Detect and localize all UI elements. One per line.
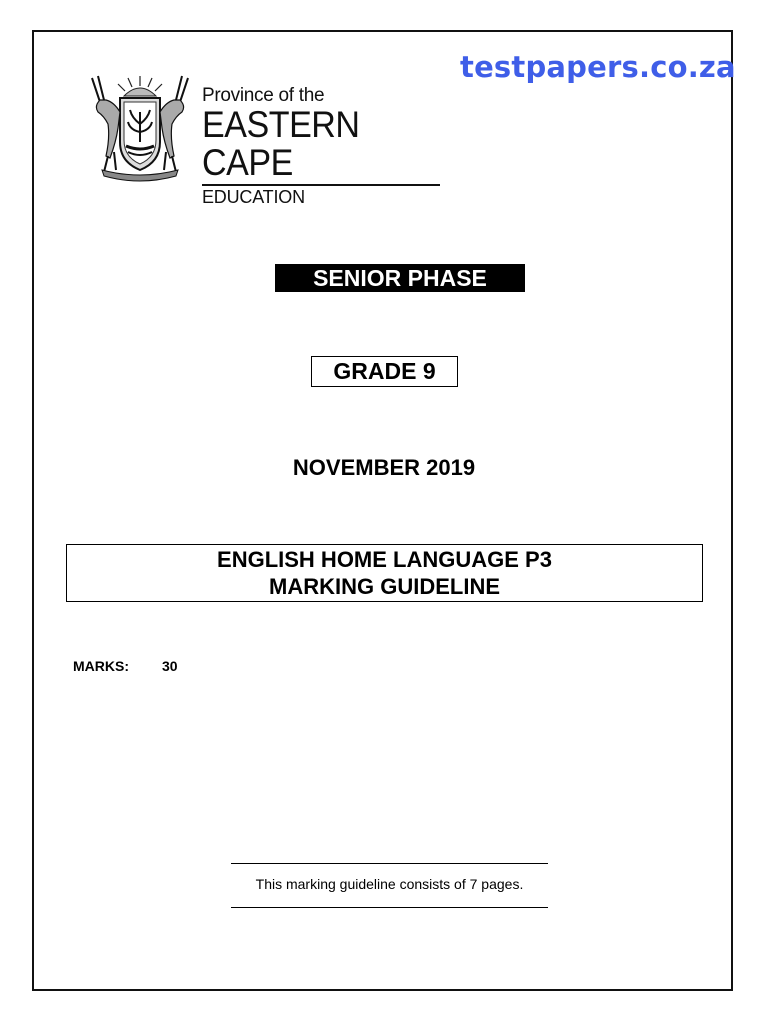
- page-count-note: This marking guideline consists of 7 pages.: [255, 876, 524, 892]
- subject-box: [66, 544, 703, 602]
- logo-province-name: EASTERN CAPE: [202, 104, 360, 183]
- footer-top-rule: [231, 863, 548, 864]
- coat-of-arms-icon: [80, 72, 200, 184]
- document-type: MARKING GUIDELINE: [269, 574, 500, 599]
- subject-title: ENGLISH HOME LANGUAGE P3: [217, 547, 552, 572]
- department-logo: [80, 72, 450, 207]
- footer-bottom-rule: [231, 907, 548, 908]
- grade-box: GRADE 9: [311, 356, 458, 387]
- marks-label: MARKS:: [73, 658, 129, 674]
- watermark-text: testpapers.co.za: [460, 50, 736, 84]
- logo-department: EDUCATION: [202, 187, 305, 207]
- logo-wordmark: [202, 86, 450, 208]
- exam-date: NOVEMBER 2019: [292, 455, 476, 480]
- phase-banner: SENIOR PHASE: [275, 264, 525, 292]
- logo-province-text: Province of the: [202, 85, 325, 106]
- marks-value: 30: [162, 658, 178, 674]
